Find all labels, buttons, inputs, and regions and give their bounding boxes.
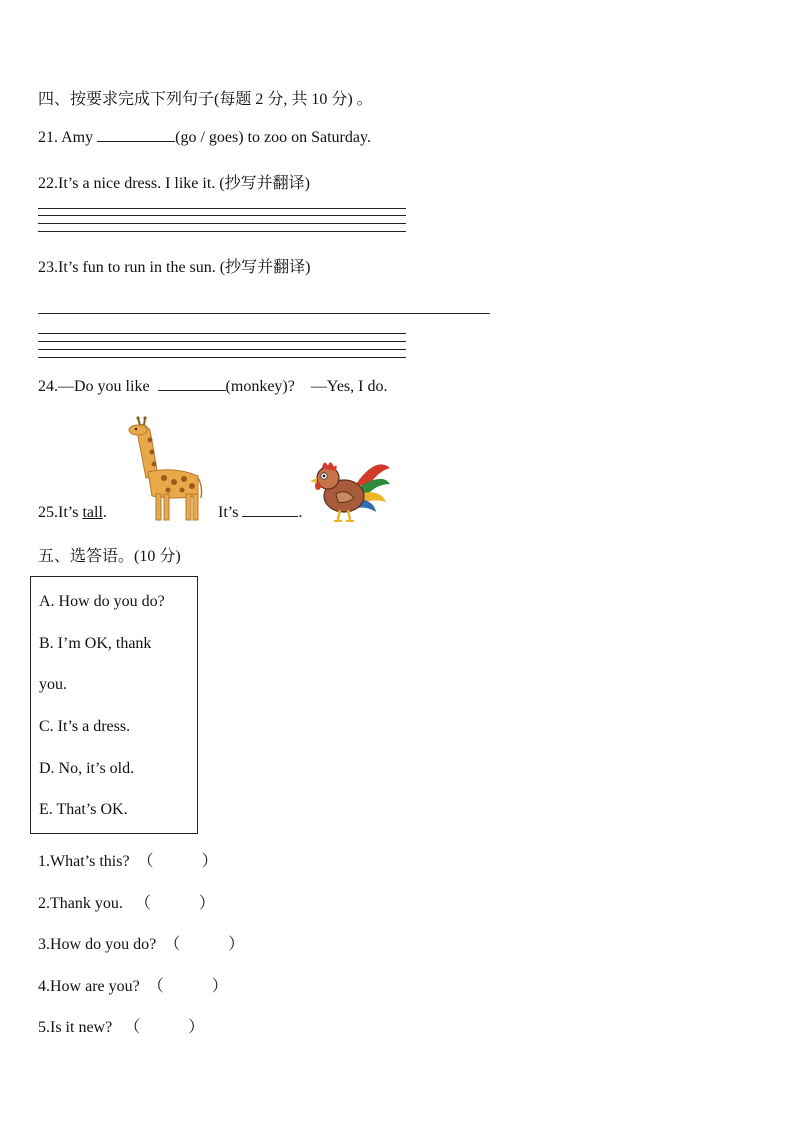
s5-q4-text: 4.How are you?: [38, 978, 140, 995]
s5-q3-text: 3.How do you do?: [38, 936, 157, 953]
s5-question-2: [38, 890, 215, 913]
q22-writing-line[interactable]: [38, 223, 406, 224]
s5-question-3: [38, 931, 244, 954]
section-4-title: 四、按要求完成下列句子(每题 2 分, 共 10 分) 。: [38, 91, 373, 108]
s5-q5-text: 5.Is it new?: [38, 1019, 113, 1036]
option-d: D. No, it’s old.: [39, 760, 135, 777]
option-a: A. How do you do?: [39, 593, 165, 610]
s5-q4-open: （: [147, 978, 164, 995]
q22-writing-line[interactable]: [38, 231, 406, 232]
s5-question-5: [38, 1014, 204, 1037]
q25-blank[interactable]: [242, 515, 298, 517]
s5-q1-open: （: [137, 853, 154, 870]
s5-question-1: [38, 848, 218, 871]
section-5-title: 五、选答语。(10 分): [38, 548, 181, 565]
s5-q5-close: ）: [188, 1019, 205, 1036]
q23-answer-line[interactable]: [38, 313, 490, 314]
option-b: B. I’m OK, thank: [39, 635, 152, 652]
s5-q2-close: ）: [198, 895, 215, 912]
q25-word: tall: [82, 504, 103, 521]
s5-q2-text: 2.Thank you.: [38, 895, 123, 912]
q23-writing-line[interactable]: [38, 333, 406, 334]
question-23: 23.It’s fun to run in the sun. (抄写并翻译): [38, 259, 311, 276]
q25-end: .: [298, 504, 303, 521]
q21-pre: . Amy: [54, 129, 94, 146]
s5-question-4: [38, 973, 228, 996]
q23-writing-line[interactable]: [38, 357, 406, 358]
rooster-icon: [306, 454, 392, 524]
q22-writing-line[interactable]: [38, 215, 406, 216]
question-24: [38, 378, 387, 396]
s5-q1-text: 1.What’s this?: [38, 853, 130, 870]
q21-blank[interactable]: [97, 140, 175, 142]
q24-number: 24.: [38, 378, 58, 395]
q23-writing-line[interactable]: [38, 341, 406, 342]
q25-second-its: It’s: [218, 504, 239, 521]
option-c: C. It’s a dress.: [39, 718, 131, 735]
option-b-continued: you.: [39, 676, 67, 693]
s5-q1-close: ）: [201, 853, 218, 870]
q24-answer: —Yes, I do.: [310, 378, 388, 395]
s5-q3-open: （: [164, 936, 181, 953]
options-box: [30, 576, 198, 834]
s5-q2-open: （: [134, 895, 151, 912]
q21-number: 21: [38, 129, 54, 146]
q24-pre: —Do you like: [58, 378, 150, 395]
giraffe-icon: [124, 416, 206, 522]
question-25: [38, 504, 107, 522]
q25-number: 25.It’s: [38, 504, 79, 521]
q24-blank[interactable]: [158, 389, 226, 391]
question-22: 22.It’s a nice dress. I like it. (抄写并翻译): [38, 175, 310, 192]
s5-q5-open: （: [124, 1019, 141, 1036]
s5-q4-close: ）: [211, 978, 228, 995]
option-e: E. That’s OK.: [39, 801, 128, 818]
s5-q3-close: ）: [228, 936, 245, 953]
question-21: [38, 129, 371, 147]
q25-second-sentence: [218, 504, 302, 522]
q23-writing-line[interactable]: [38, 349, 406, 350]
q21-post: (go / goes) to zoo on Saturday.: [175, 129, 371, 146]
q24-mid: (monkey)?: [225, 378, 295, 395]
q22-writing-line[interactable]: [38, 208, 406, 209]
q25-dot: .: [102, 504, 107, 521]
